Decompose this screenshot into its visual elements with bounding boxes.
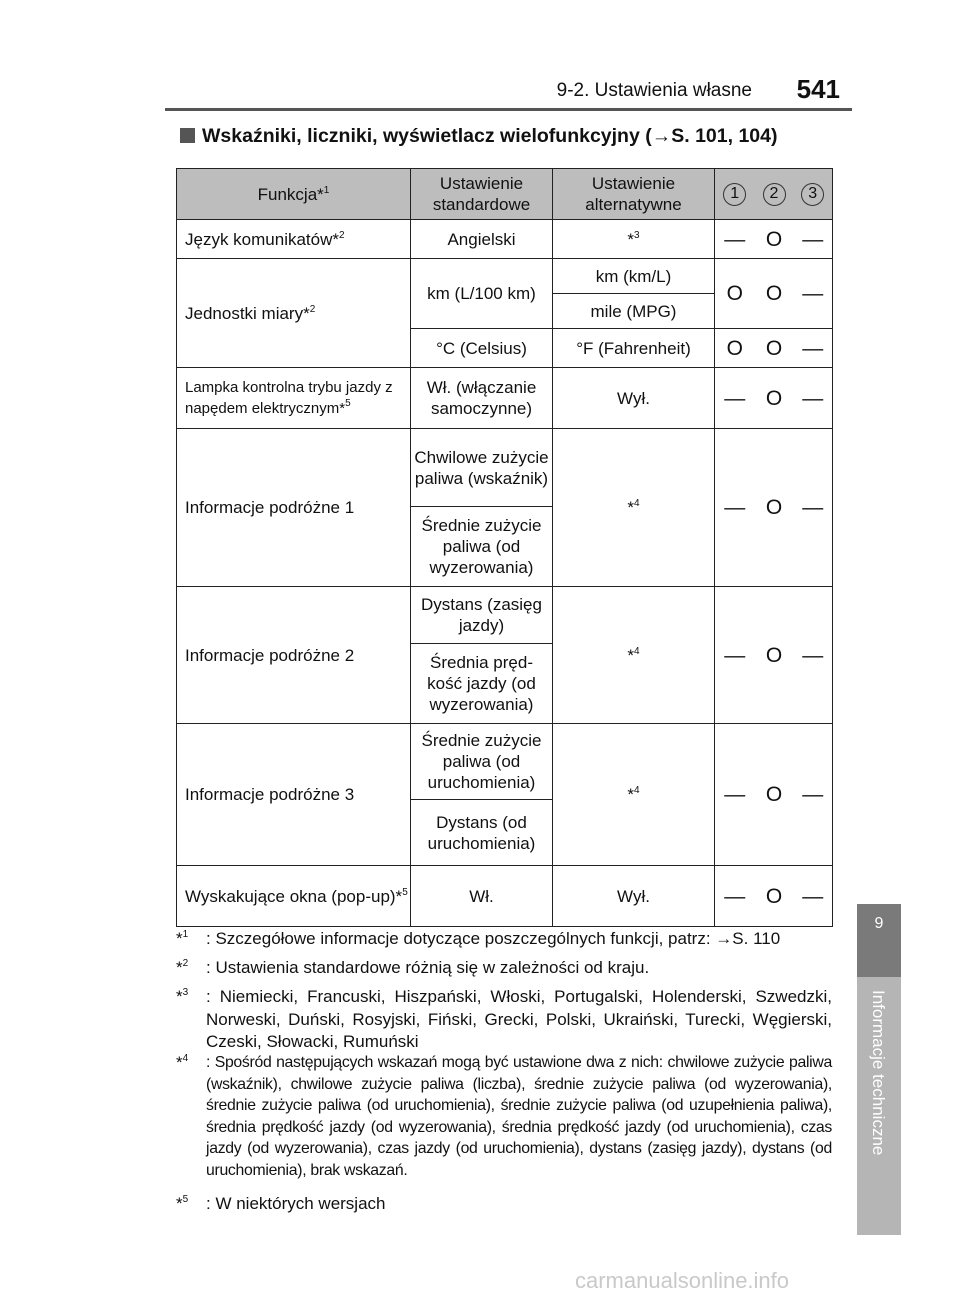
- footnote-1: [176, 928, 832, 950]
- alternative-cell: °F (Fahrenheit): [553, 329, 715, 368]
- footnote-marker: *$^2$: [176, 958, 189, 977]
- alternative-cell: *$^4$: [553, 429, 715, 587]
- mark-dash: —: [715, 724, 755, 866]
- alternative-cell: *$^4$: [553, 724, 715, 866]
- circled-number-1: 1: [723, 183, 746, 206]
- alternative-cell: *$^4$: [553, 587, 715, 724]
- table-row: [177, 587, 833, 644]
- footnote-text: : Spośród następujących wskazań mogą być ustawione dwa z nich: chwilowe zużycie paliwa (wskaźnik), chwilowe zużycie paliwa (liczba), średnie zużycie paliwa (od wyzerowania), średnie zużycie paliwa (od uruchomienia), średnie zużycie paliwa (od uzupełnienia paliwa), średnia prędkość jazdy (od wyzerowania), średnia prędkość jazdy (od uruchomienia), czas jazdy (od wyzerowania), czas jazdy (od uruchomienia), dystans (zasięg jazdy), dystans (od uruchomienia), brak wskazań.: [206, 1054, 832, 1179]
- mark-dash: —: [715, 368, 755, 429]
- alternative-cell: *$^3$: [553, 220, 715, 259]
- circled-number-2: 2: [763, 183, 786, 206]
- mark-dash: —: [715, 866, 755, 927]
- table-row: [177, 866, 833, 927]
- header-option-2: [755, 169, 794, 220]
- table-row: [177, 724, 833, 800]
- function-cell: Informacje podróżne 1: [177, 429, 411, 587]
- table-row: [177, 259, 833, 294]
- header-option-1: [715, 169, 755, 220]
- mark-dash: —: [715, 587, 755, 724]
- footnote-marker: *$^3$: [176, 987, 189, 1006]
- footnote-5: [176, 1193, 832, 1215]
- mark-circle: O: [755, 587, 794, 724]
- alternative-cell: Wył.: [553, 368, 715, 429]
- mark-circle: O: [755, 368, 794, 429]
- header-function: Funkcja*$^1$: [177, 169, 411, 220]
- default-cell: km (L/100 km): [411, 259, 553, 329]
- mark-circle: O: [755, 724, 794, 866]
- page-number: 541: [796, 74, 840, 104]
- footnote-marker: *$^1$: [176, 929, 189, 948]
- mark-dash: —: [794, 724, 833, 866]
- function-cell: Informacje podróżne 3: [177, 724, 411, 866]
- mark-circle: O: [755, 220, 794, 259]
- default-cell: Średnia pręd-kość jazdy (od wyzerowania): [411, 644, 553, 724]
- header-default: Ustawienie standardowe: [411, 169, 553, 220]
- mark-circle: O: [755, 866, 794, 927]
- default-cell: Średnie zużycie paliwa (od uruchomienia): [411, 724, 553, 800]
- heading-text: Wskaźniki, liczniki, wyświetlacz wielofunkcyjny (→S. 101, 104): [202, 125, 778, 147]
- footnote-2: [176, 957, 832, 979]
- default-cell: °C (Celsius): [411, 329, 553, 368]
- mark-circle: O: [755, 259, 794, 329]
- footnote-text: : W niektórych wersjach: [206, 1194, 386, 1213]
- default-cell: Dystans (zasięg jazdy): [411, 587, 553, 644]
- default-cell: Wł.: [411, 866, 553, 927]
- default-cell: Dystans (od uruchomienia): [411, 800, 553, 866]
- function-cell: Informacje podróżne 2: [177, 587, 411, 724]
- footnote-text: : Niemiecki, Francuski, Hiszpański, Włoski, Portugalski, Holenderski, Szwedzki, Norweski, Duński, Rosyjski, Fiński, Grecki, Polski, Ukraiński, Turecki, Węgierski, Czeski, Słowacki, Rumuński: [206, 987, 832, 1051]
- mark-circle: O: [755, 329, 794, 368]
- function-cell: Język komunikatów*$^2$: [177, 220, 411, 259]
- mark-dash: —: [794, 368, 833, 429]
- section-title: 9-2. Ustawienia własne: [556, 80, 752, 101]
- mark-dash: —: [794, 220, 833, 259]
- chapter-number: 9: [874, 915, 884, 932]
- alternative-cell: km (km/L): [553, 259, 715, 294]
- default-cell: Średnie zużycie paliwa (od wyzerowania): [411, 507, 553, 587]
- default-cell: Wł. (włączanie samoczynne): [411, 368, 553, 429]
- function-cell: Jednostki miary*$^2$: [177, 259, 411, 368]
- mark-circle: O: [715, 259, 755, 329]
- mark-circle: O: [755, 429, 794, 587]
- mark-circle: O: [715, 329, 755, 368]
- alternative-cell: mile (MPG): [553, 294, 715, 329]
- footnote-text: : Ustawienia standardowe różnią się w zależności od kraju.: [206, 958, 650, 977]
- alternative-cell: Wył.: [553, 866, 715, 927]
- mark-dash: —: [715, 220, 755, 259]
- mark-dash: —: [794, 587, 833, 724]
- table-row: [177, 368, 833, 429]
- function-cell: Lampka kontrolna trybu jazdy z napędem elektrycznym*$^5$: [177, 368, 411, 429]
- section-heading: [180, 125, 777, 148]
- watermark: carmanualsonline.info: [575, 1268, 790, 1293]
- circled-number-3: 3: [801, 183, 824, 206]
- table-header-row: [177, 169, 833, 220]
- default-cell: Angielski: [411, 220, 553, 259]
- settings-table: [176, 168, 833, 927]
- footnote-3: [176, 986, 832, 1054]
- default-cell: Chwilowe zużycie paliwa (wskaźnik): [411, 429, 553, 507]
- header-alternative: Ustawienie alternatywne: [553, 169, 715, 220]
- mark-dash: —: [715, 429, 755, 587]
- mark-dash: —: [794, 259, 833, 329]
- table-row: [177, 429, 833, 507]
- footnote-text: : Szczegółowe informacje dotyczące poszczególnych funkcji, patrz: →S. 110: [206, 929, 781, 948]
- table-row: [177, 220, 833, 259]
- square-bullet-icon: [180, 128, 195, 143]
- footnote-4: [176, 1052, 832, 1181]
- mark-dash: —: [794, 329, 833, 368]
- chapter-label: Informacje techniczne: [869, 990, 888, 1156]
- mark-dash: —: [794, 866, 833, 927]
- mark-dash: —: [794, 429, 833, 587]
- function-cell: Wyskakujące okna (pop-up)*$^5$: [177, 866, 411, 927]
- header-rule: [165, 108, 852, 111]
- footnote-marker: *$^5$: [176, 1194, 189, 1213]
- footnote-marker: *$^4$: [176, 1053, 189, 1072]
- header-option-3: [794, 169, 833, 220]
